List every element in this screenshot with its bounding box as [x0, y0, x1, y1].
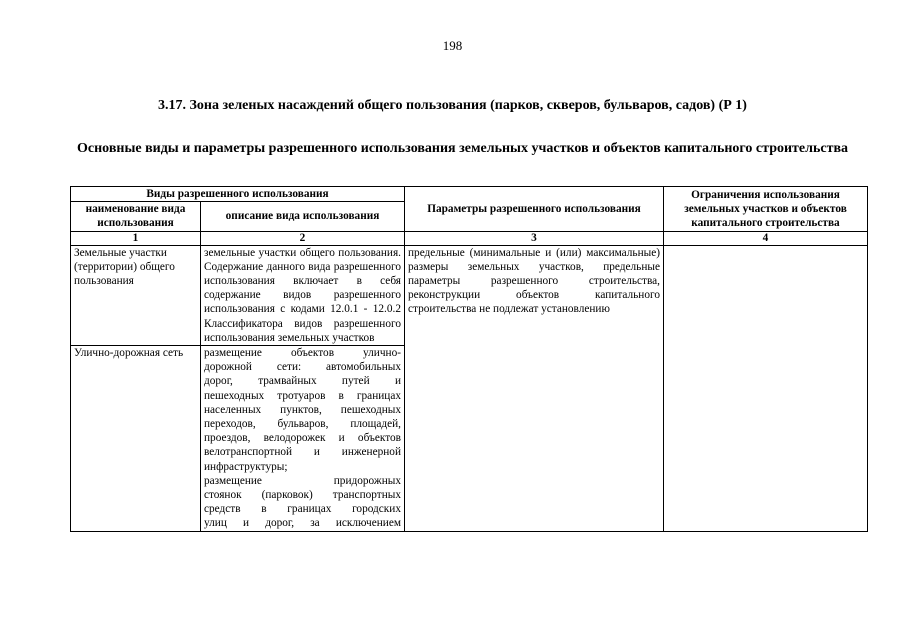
desc-line: дорог, трамвайных путей и [204, 375, 401, 388]
desc-line: проездов, велодорожек и объектов [204, 432, 401, 445]
section-title: 3.17. Зона зеленых насаждений общего пользования (парков, скверов, бульваров, садов) (Р 1) [158, 98, 747, 113]
desc-line: инфраструктуры; [204, 460, 288, 473]
params-cell: предельные (минимальные и (или) максимальные) размеры земельных участков, предельные параметры разрешенного строительства, реконструкции объектов капитального строительства не подлежат установлению [405, 245, 664, 531]
column-number-3: 3 [405, 231, 664, 245]
table-row [71, 245, 868, 345]
desc-line: населенных пунктов, пешеходных [204, 403, 401, 416]
desc-line: велотранспортной и инженерной [204, 446, 401, 459]
desc-line: размещение придорожных [204, 474, 401, 487]
row-1-name: Земельные участки (территории) общего пользования [71, 245, 201, 345]
row-2-desc [201, 346, 405, 532]
permitted-use-table [70, 186, 868, 532]
desc-line: пешеходных тротуаров в границах [204, 389, 401, 402]
column-number-1: 1 [71, 231, 201, 245]
desc-line: средств в границах городских [204, 503, 401, 516]
desc-line: дорожной сети: автомобильных [204, 361, 401, 374]
header-group-permitted-use: Виды разрешенного использования [71, 187, 405, 202]
limits-cell [664, 245, 868, 531]
desc-line: размещение объектов улично- [204, 347, 401, 360]
header-name: наименование вида использования [71, 202, 201, 231]
header-params: Параметры разрешенного использования [405, 187, 664, 232]
desc-line: стоянок (парковок) транспортных [204, 489, 401, 502]
subtitle: Основные виды и параметры разрешенного использования земельных участков и объектов капитального строительства [77, 141, 849, 156]
row-1-desc: земельные участки общего пользования. Содержание данного вида разрешенного использования включает в себя содержание видов разрешенного использования с кодами 12.0.1 - 12.0.2 Классификатора видов разрешенного использования земельных участков [201, 245, 405, 345]
page-number: 198 [442, 38, 463, 53]
row-2-name: Улично-дорожная сеть [71, 346, 201, 532]
header-desc: описание вида использования [201, 202, 405, 231]
column-number-2: 2 [201, 231, 405, 245]
desc-line: переходов, бульваров, площадей, [204, 418, 401, 431]
header-limits: Ограничения использования земельных участков и объектов капитального строительства [664, 187, 868, 232]
column-number-4: 4 [664, 231, 868, 245]
desc-line: улиц и дорог, за исключением [204, 517, 401, 530]
